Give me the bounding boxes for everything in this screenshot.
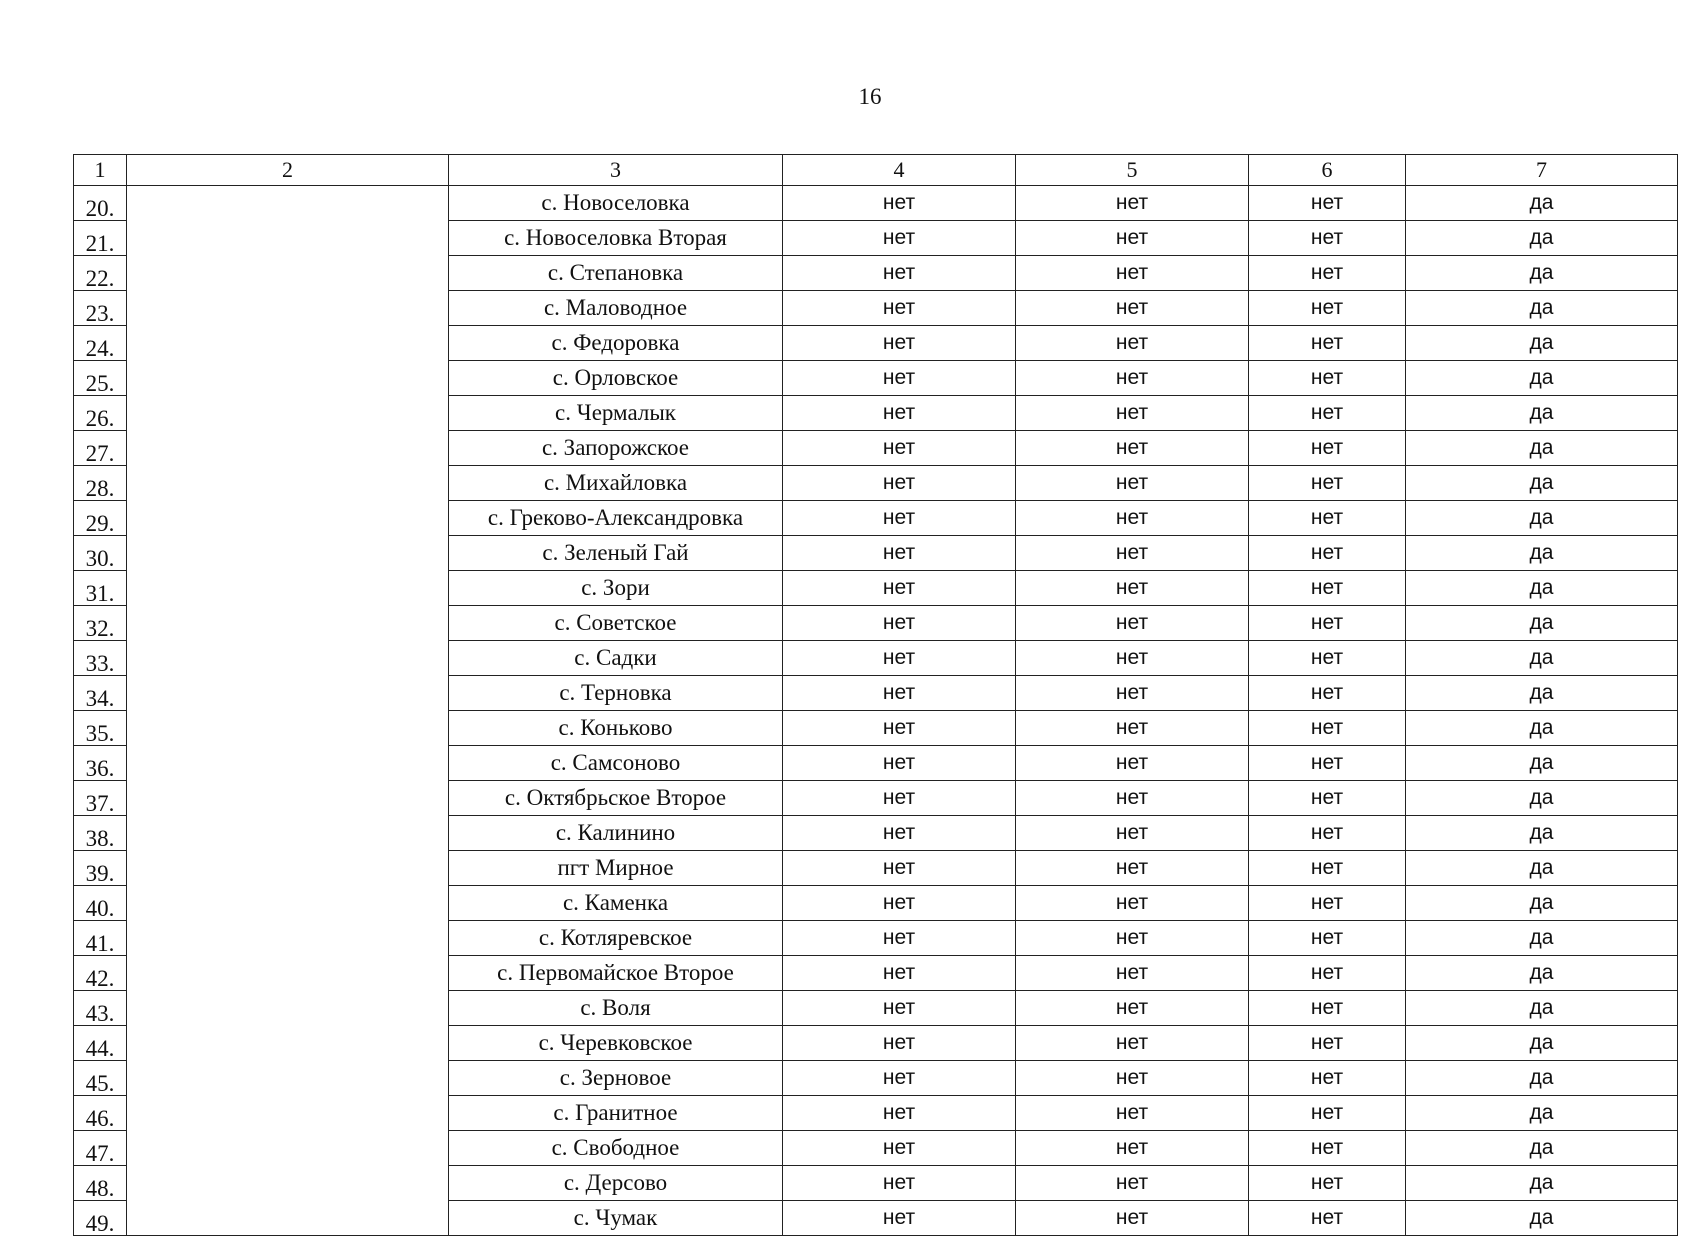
settlement-name-cell: с. Греково-Александровка [449, 501, 783, 536]
row-number-cell: 40. [74, 886, 127, 921]
settlement-name-cell: с. Новоселовка Вторая [449, 221, 783, 256]
column-4-cell: нет [783, 816, 1016, 851]
column-header-1: 1 [74, 155, 127, 186]
column-5-cell: нет [1016, 571, 1249, 606]
settlement-name-cell: с. Зерновое [449, 1061, 783, 1096]
column-7-cell: да [1406, 361, 1678, 396]
column-4-cell: нет [783, 606, 1016, 641]
table-body [74, 155, 1678, 1236]
column-6-cell: нет [1249, 921, 1406, 956]
column-4-cell: нет [783, 781, 1016, 816]
column-7-cell: да [1406, 991, 1678, 1026]
column-5-cell: нет [1016, 781, 1249, 816]
column-5-cell: нет [1016, 1096, 1249, 1131]
column-2-cell [127, 186, 449, 1236]
row-number-cell: 27. [74, 431, 127, 466]
page-number: 16 [858, 84, 882, 109]
row-number-cell: 32. [74, 606, 127, 641]
column-4-cell: нет [783, 1166, 1016, 1201]
column-5-cell: нет [1016, 1131, 1249, 1166]
settlement-name-cell: с. Михайловка [449, 466, 783, 501]
column-header-3: 3 [449, 155, 783, 186]
column-5-cell: нет [1016, 921, 1249, 956]
column-7-cell: да [1406, 851, 1678, 886]
column-6-cell: нет [1249, 956, 1406, 991]
column-5-cell: нет [1016, 606, 1249, 641]
settlement-name-cell: с. Орловское [449, 361, 783, 396]
row-number-cell: 35. [74, 711, 127, 746]
column-7-cell: да [1406, 291, 1678, 326]
row-number-cell: 33. [74, 641, 127, 676]
column-7-cell: да [1406, 641, 1678, 676]
column-5-cell: нет [1016, 466, 1249, 501]
column-4-cell: нет [783, 291, 1016, 326]
row-number-cell: 26. [74, 396, 127, 431]
column-5-cell: нет [1016, 1026, 1249, 1061]
row-number-cell: 28. [74, 466, 127, 501]
column-5-cell: нет [1016, 711, 1249, 746]
column-4-cell: нет [783, 571, 1016, 606]
column-4-cell: нет [783, 536, 1016, 571]
settlement-name-cell: с. Садки [449, 641, 783, 676]
settlement-name-cell: пгт Мирное [449, 851, 783, 886]
row-number-cell: 31. [74, 571, 127, 606]
column-4-cell: нет [783, 326, 1016, 361]
column-5-cell: нет [1016, 1061, 1249, 1096]
column-6-cell: нет [1249, 326, 1406, 361]
column-header-7: 7 [1406, 155, 1678, 186]
column-6-cell: нет [1249, 991, 1406, 1026]
column-6-cell: нет [1249, 1201, 1406, 1236]
column-6-cell: нет [1249, 676, 1406, 711]
column-7-cell: да [1406, 431, 1678, 466]
row-number-cell: 41. [74, 921, 127, 956]
column-4-cell: нет [783, 921, 1016, 956]
column-7-cell: да [1406, 886, 1678, 921]
column-5-cell: нет [1016, 851, 1249, 886]
settlement-name-cell: с. Федоровка [449, 326, 783, 361]
column-7-cell: да [1406, 186, 1678, 221]
column-4-cell: нет [783, 501, 1016, 536]
column-7-cell: да [1406, 536, 1678, 571]
column-7-cell: да [1406, 1096, 1678, 1131]
column-header-2: 2 [127, 155, 449, 186]
row-number-cell: 43. [74, 991, 127, 1026]
row-number-cell: 25. [74, 361, 127, 396]
column-4-cell: нет [783, 466, 1016, 501]
row-number-cell: 29. [74, 501, 127, 536]
column-7-cell: да [1406, 921, 1678, 956]
settlement-name-cell: с. Котляревское [449, 921, 783, 956]
settlement-name-cell: с. Терновка [449, 676, 783, 711]
settlement-name-cell: с. Свободное [449, 1131, 783, 1166]
settlement-name-cell: с. Каменка [449, 886, 783, 921]
column-7-cell: да [1406, 326, 1678, 361]
column-6-cell: нет [1249, 431, 1406, 466]
row-number-cell: 36. [74, 746, 127, 781]
row-number-cell: 20. [74, 186, 127, 221]
settlement-name-cell: с. Запорожское [449, 431, 783, 466]
settlement-name-cell: с. Чермалык [449, 396, 783, 431]
column-7-cell: да [1406, 1061, 1678, 1096]
column-6-cell: нет [1249, 1131, 1406, 1166]
row-number-cell: 39. [74, 851, 127, 886]
row-number-cell: 48. [74, 1166, 127, 1201]
column-6-cell: нет [1249, 291, 1406, 326]
settlement-name-cell: с. Самсоново [449, 746, 783, 781]
column-5-cell: нет [1016, 536, 1249, 571]
settlement-name-cell: с. Дерсово [449, 1166, 783, 1201]
column-7-cell: да [1406, 676, 1678, 711]
column-5-cell: нет [1016, 1166, 1249, 1201]
column-6-cell: нет [1249, 396, 1406, 431]
column-7-cell: да [1406, 606, 1678, 641]
column-4-cell: нет [783, 851, 1016, 886]
table-row [74, 186, 1678, 221]
row-number-cell: 37. [74, 781, 127, 816]
column-5-cell: нет [1016, 1201, 1249, 1236]
settlement-name-cell: с. Октябрьское Второе [449, 781, 783, 816]
column-7-cell: да [1406, 501, 1678, 536]
column-4-cell: нет [783, 431, 1016, 466]
settlement-name-cell: с. Чумак [449, 1201, 783, 1236]
column-5-cell: нет [1016, 186, 1249, 221]
column-4-cell: нет [783, 186, 1016, 221]
column-4-cell: нет [783, 256, 1016, 291]
column-4-cell: нет [783, 1096, 1016, 1131]
row-number-cell: 49. [74, 1201, 127, 1236]
column-6-cell: нет [1249, 711, 1406, 746]
settlement-name-cell: с. Гранитное [449, 1096, 783, 1131]
column-6-cell: нет [1249, 361, 1406, 396]
row-number-cell: 24. [74, 326, 127, 361]
column-6-cell: нет [1249, 746, 1406, 781]
column-5-cell: нет [1016, 221, 1249, 256]
row-number-cell: 30. [74, 536, 127, 571]
column-5-cell: нет [1016, 641, 1249, 676]
column-7-cell: да [1406, 571, 1678, 606]
settlement-name-cell: с. Маловодное [449, 291, 783, 326]
column-4-cell: нет [783, 1026, 1016, 1061]
settlement-name-cell: с. Коньково [449, 711, 783, 746]
settlements-table [73, 154, 1678, 1236]
row-number-cell: 38. [74, 816, 127, 851]
column-7-cell: да [1406, 466, 1678, 501]
column-6-cell: нет [1249, 1166, 1406, 1201]
row-number-cell: 22. [74, 256, 127, 291]
column-6-cell: нет [1249, 641, 1406, 676]
column-7-cell: да [1406, 1201, 1678, 1236]
row-number-cell: 21. [74, 221, 127, 256]
column-6-cell: нет [1249, 1026, 1406, 1061]
column-4-cell: нет [783, 886, 1016, 921]
column-5-cell: нет [1016, 256, 1249, 291]
row-number-cell: 44. [74, 1026, 127, 1061]
column-4-cell: нет [783, 676, 1016, 711]
column-4-cell: нет [783, 1201, 1016, 1236]
column-5-cell: нет [1016, 361, 1249, 396]
column-7-cell: да [1406, 956, 1678, 991]
table-header-row [74, 155, 1678, 186]
column-5-cell: нет [1016, 431, 1249, 466]
column-6-cell: нет [1249, 1061, 1406, 1096]
column-6-cell: нет [1249, 536, 1406, 571]
column-4-cell: нет [783, 396, 1016, 431]
row-number-cell: 47. [74, 1131, 127, 1166]
column-6-cell: нет [1249, 221, 1406, 256]
column-6-cell: нет [1249, 501, 1406, 536]
settlement-name-cell: с. Воля [449, 991, 783, 1026]
column-5-cell: нет [1016, 886, 1249, 921]
settlement-name-cell: с. Зори [449, 571, 783, 606]
column-7-cell: да [1406, 221, 1678, 256]
column-7-cell: да [1406, 816, 1678, 851]
settlement-name-cell: с. Калинино [449, 816, 783, 851]
column-5-cell: нет [1016, 816, 1249, 851]
column-6-cell: нет [1249, 1096, 1406, 1131]
row-number-cell: 42. [74, 956, 127, 991]
column-5-cell: нет [1016, 991, 1249, 1026]
settlement-name-cell: с. Новоселовка [449, 186, 783, 221]
column-7-cell: да [1406, 396, 1678, 431]
column-6-cell: нет [1249, 571, 1406, 606]
column-6-cell: нет [1249, 606, 1406, 641]
column-7-cell: да [1406, 711, 1678, 746]
column-7-cell: да [1406, 1131, 1678, 1166]
column-7-cell: да [1406, 256, 1678, 291]
column-6-cell: нет [1249, 466, 1406, 501]
column-5-cell: нет [1016, 326, 1249, 361]
row-number-cell: 45. [74, 1061, 127, 1096]
column-header-6: 6 [1249, 155, 1406, 186]
settlement-name-cell: с. Черевковское [449, 1026, 783, 1061]
column-4-cell: нет [783, 746, 1016, 781]
settlement-name-cell: с. Первомайское Второе [449, 956, 783, 991]
column-5-cell: нет [1016, 956, 1249, 991]
column-4-cell: нет [783, 991, 1016, 1026]
column-4-cell: нет [783, 221, 1016, 256]
column-6-cell: нет [1249, 886, 1406, 921]
row-number-cell: 23. [74, 291, 127, 326]
column-header-5: 5 [1016, 155, 1249, 186]
column-6-cell: нет [1249, 816, 1406, 851]
column-4-cell: нет [783, 956, 1016, 991]
column-6-cell: нет [1249, 851, 1406, 886]
column-5-cell: нет [1016, 501, 1249, 536]
column-7-cell: да [1406, 746, 1678, 781]
column-7-cell: да [1406, 781, 1678, 816]
row-number-cell: 46. [74, 1096, 127, 1131]
settlement-name-cell: с. Советское [449, 606, 783, 641]
column-4-cell: нет [783, 361, 1016, 396]
column-7-cell: да [1406, 1166, 1678, 1201]
row-number-cell: 34. [74, 676, 127, 711]
column-5-cell: нет [1016, 676, 1249, 711]
settlement-name-cell: с. Степановка [449, 256, 783, 291]
settlement-name-cell: с. Зеленый Гай [449, 536, 783, 571]
column-6-cell: нет [1249, 781, 1406, 816]
column-6-cell: нет [1249, 186, 1406, 221]
column-6-cell: нет [1249, 256, 1406, 291]
column-4-cell: нет [783, 641, 1016, 676]
column-7-cell: да [1406, 1026, 1678, 1061]
column-5-cell: нет [1016, 396, 1249, 431]
column-4-cell: нет [783, 711, 1016, 746]
column-4-cell: нет [783, 1061, 1016, 1096]
column-4-cell: нет [783, 1131, 1016, 1166]
column-5-cell: нет [1016, 291, 1249, 326]
column-header-4: 4 [783, 155, 1016, 186]
column-5-cell: нет [1016, 746, 1249, 781]
